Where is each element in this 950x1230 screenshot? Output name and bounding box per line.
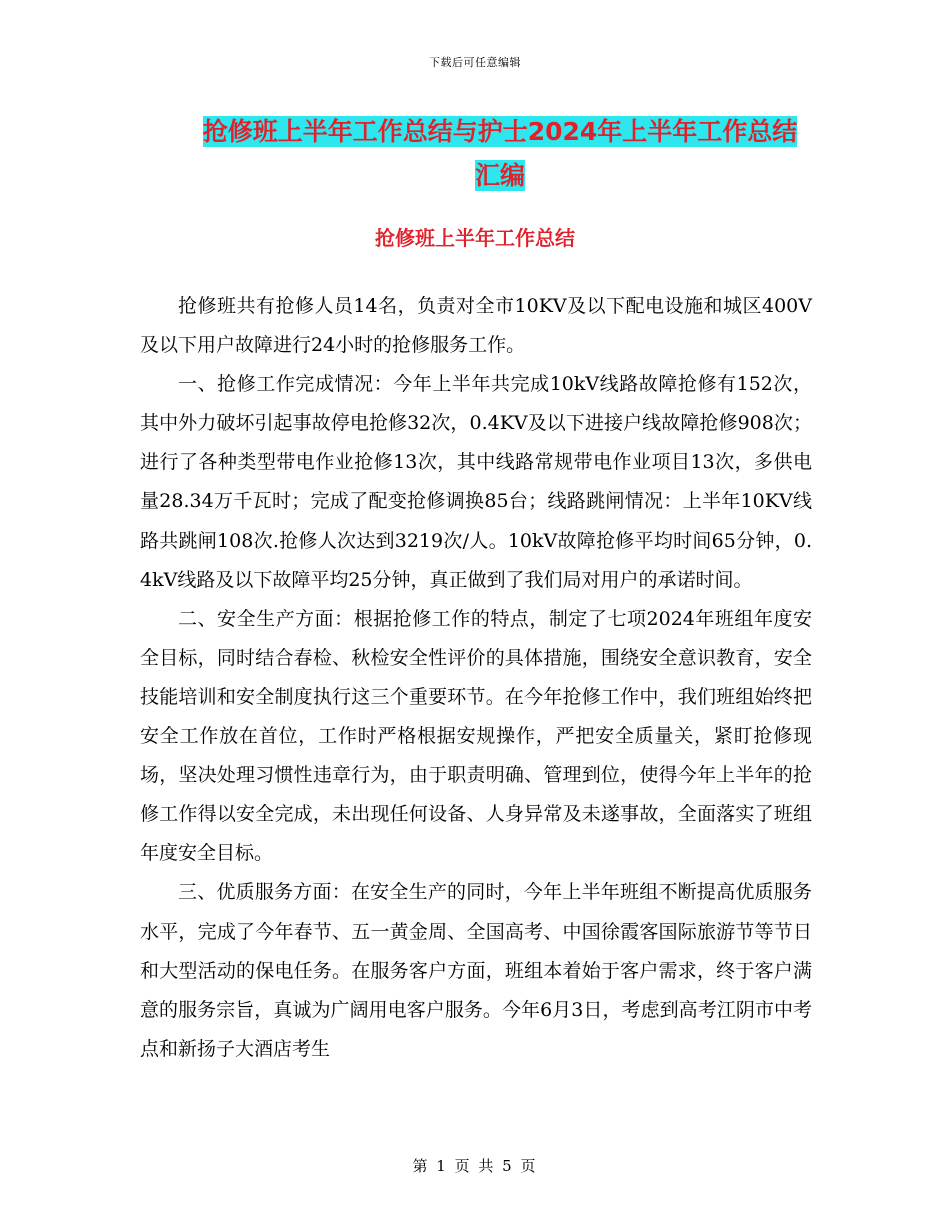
paragraph-repair-completion: 一、抢修工作完成情况：今年上半年共完成10kV线路故障抢修有152次，其中外力破坏引起事故停电抢修32次，0.4KV及以下进接户线故障抢修908次；进行了各种类型带电作业抢修13次，其中线路常规带电作业项目13次，多供电量28.34万千瓦时；完成了配变抢修调换85台；线路跳闸情况：上半年10KV线路共跳闸108次.抢修人次达到3219次/人。10kV故障抢修平均时间65分钟，0.4kV线路及以下故障平均25分钟，真正做到了我们局对用户的承诺时间。 bbox=[140, 373, 812, 591]
document-title bbox=[140, 110, 860, 198]
paragraph-safety: 二、安全生产方面：根据抢修工作的特点，制定了七项2024年班组年度安全目标，同时结合春检、秋检安全性评价的具体措施，围绕安全意识教育，安全技能培训和安全制度执行这三个重要环节。在今年抢修工作中，我们班组始终把安全工作放在首位，工作时严格根据安规操作，严把安全质量关，紧盯抢修现场，坚决处理习惯性违章行为，由于职责明确、管理到位，使得今年上半年的抢修工作得以安全完成，未出现任何设备、人身异常及未遂事故，全面落实了班组年度安全目标。 bbox=[140, 607, 812, 865]
paragraph-intro: 抢修班共有抢修人员14名，负责对全市10KV及以下配电设施和城区400V及以下用户故障进行24小时的抢修服务工作。 bbox=[140, 295, 812, 357]
body-text bbox=[140, 287, 812, 1069]
header-note: 下载后可任意编辑 bbox=[429, 56, 521, 69]
document-title-line-2: 汇编 bbox=[474, 161, 525, 190]
page-footer: 第 1 页 共 5 页 bbox=[412, 1157, 538, 1175]
section-title: 抢修班上半年工作总结 bbox=[375, 226, 575, 250]
paragraph-service: 三、优质服务方面：在安全生产的同时，今年上半年班组不断提高优质服务水平，完成了今年春节、五一黄金周、全国高考、中国徐霞客国际旅游节等节日和大型活动的保电任务。在服务客户方面，班组本着始于客户需求，终于客户满意的服务宗旨，真诚为广阔用电客户服务。今年6月3日，考虑到高考江阴市中考点和新扬子大酒店考生 bbox=[140, 881, 812, 1060]
document-title-line-1: 抢修班上半年工作总结与护士2024年上半年工作总结 bbox=[202, 117, 798, 146]
